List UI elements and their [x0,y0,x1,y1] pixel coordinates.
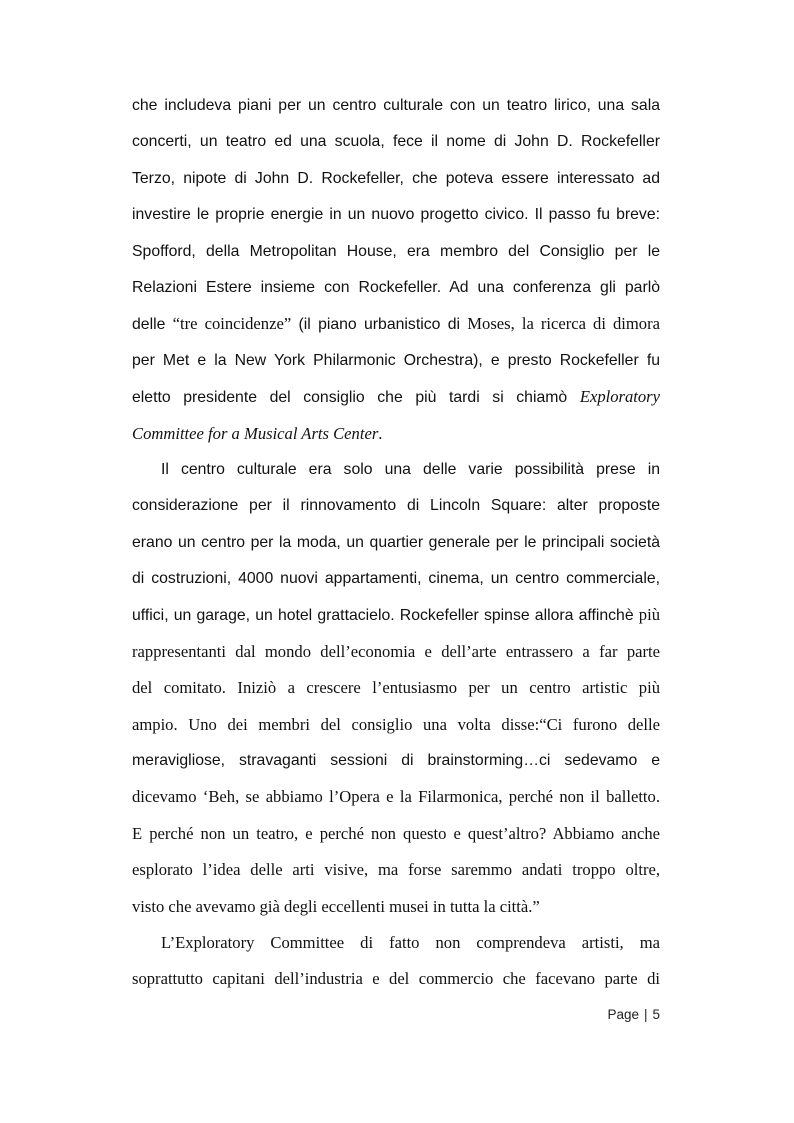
body-text [132,88,660,998]
text-line: del comitato. Iniziò a crescere l’entusiasmo per un centro artistic più [132,678,660,698]
text-line [132,379,660,415]
text-segment: meravigliose, stravaganti sessioni di [132,752,414,770]
text-segment: (il piano urbanistico di [291,316,468,334]
text-line: Relazioni Estere insieme con Rockefeller. Ad una conferenza gli parlò [132,278,660,296]
text-line [132,743,660,779]
text-line: ampio. Uno dei membri del consiglio una volta disse:“Ci furono delle [132,714,660,734]
text-line [132,306,660,342]
text-line: concerti, un teatro ed una scuola, fece il nome di John D. Rockefeller [132,133,660,151]
text-segment: . [378,423,383,443]
text-segment: più [638,605,661,625]
text-line: Terzo, nipote di John D. Rockefeller, che poteva essere interessato ad [132,169,660,187]
text-line: considerazione per il rinnovamento di Lincoln Square: alter proposte [132,497,660,515]
text-line: Spofford, della Metropolitan House, era membro del Consiglio per le [132,242,660,260]
italic-title: Committee for a Musical Arts Center [132,423,379,443]
text-segment: uffici, un garage, un hotel grattacielo. Rockefeller spinse allora affinchè [132,607,634,625]
text-line [132,416,660,452]
text-line: che includeva piani per un centro culturale con un teatro lirico, una sala [132,97,660,114]
text-line: per Met e la New York Philarmonic Orchestra), e presto Rockefeller fu [132,351,660,369]
text-segment: Moses, la ricerca di dimora [467,314,660,334]
page-label: Page [607,1007,639,1022]
text-line: soprattutto capitani dell’industria e del commercio che facevano parte di [132,969,660,989]
text-line: erano un centro per la moda, un quartier generale per le principali società [132,533,660,551]
text-line: esplorato l’idea delle arti visive, ma forse saremmo andati troppo oltre, [132,860,660,880]
text-segment: “tre coincidenze” [172,314,292,334]
text-segment: eletto presidente del consiglio che più tardi si chiamò [132,389,568,407]
text-line [132,597,660,633]
text-segment: brainstorming…ci sedevamo e [427,752,660,770]
text-line: L’Exploratory Committee di fatto non comprendeva artisti, ma [161,932,660,952]
text-line: visto che avevamo già degli eccellenti musei in tutta la città.” [132,896,540,916]
page-separator: | [643,1007,648,1022]
text-line: rappresentanti dal mondo dell’economia e dell’arte entrassero a far parte [132,641,660,661]
text-line: di costruzioni, 4000 nuovi appartamenti, cinema, un centro commerciale, [132,570,660,588]
text-segment: delle [132,316,173,334]
text-line: E perché non un teatro, e perché non questo e quest’altro? Abbiamo anche [132,823,660,843]
text-line: Il centro culturale era solo una delle varie possibilità prese in [161,460,660,478]
page-footer [607,1007,660,1022]
text-line: investire le proprie energie in un nuovo progetto civico. Il passo fu breve: [132,206,660,224]
text-line: dicevamo ‘Beh, se abbiamo l’Opera e la Filarmonica, perché non il balletto. [132,787,660,807]
page-number: 5 [652,1007,660,1022]
italic-title: Exploratory [579,387,661,407]
